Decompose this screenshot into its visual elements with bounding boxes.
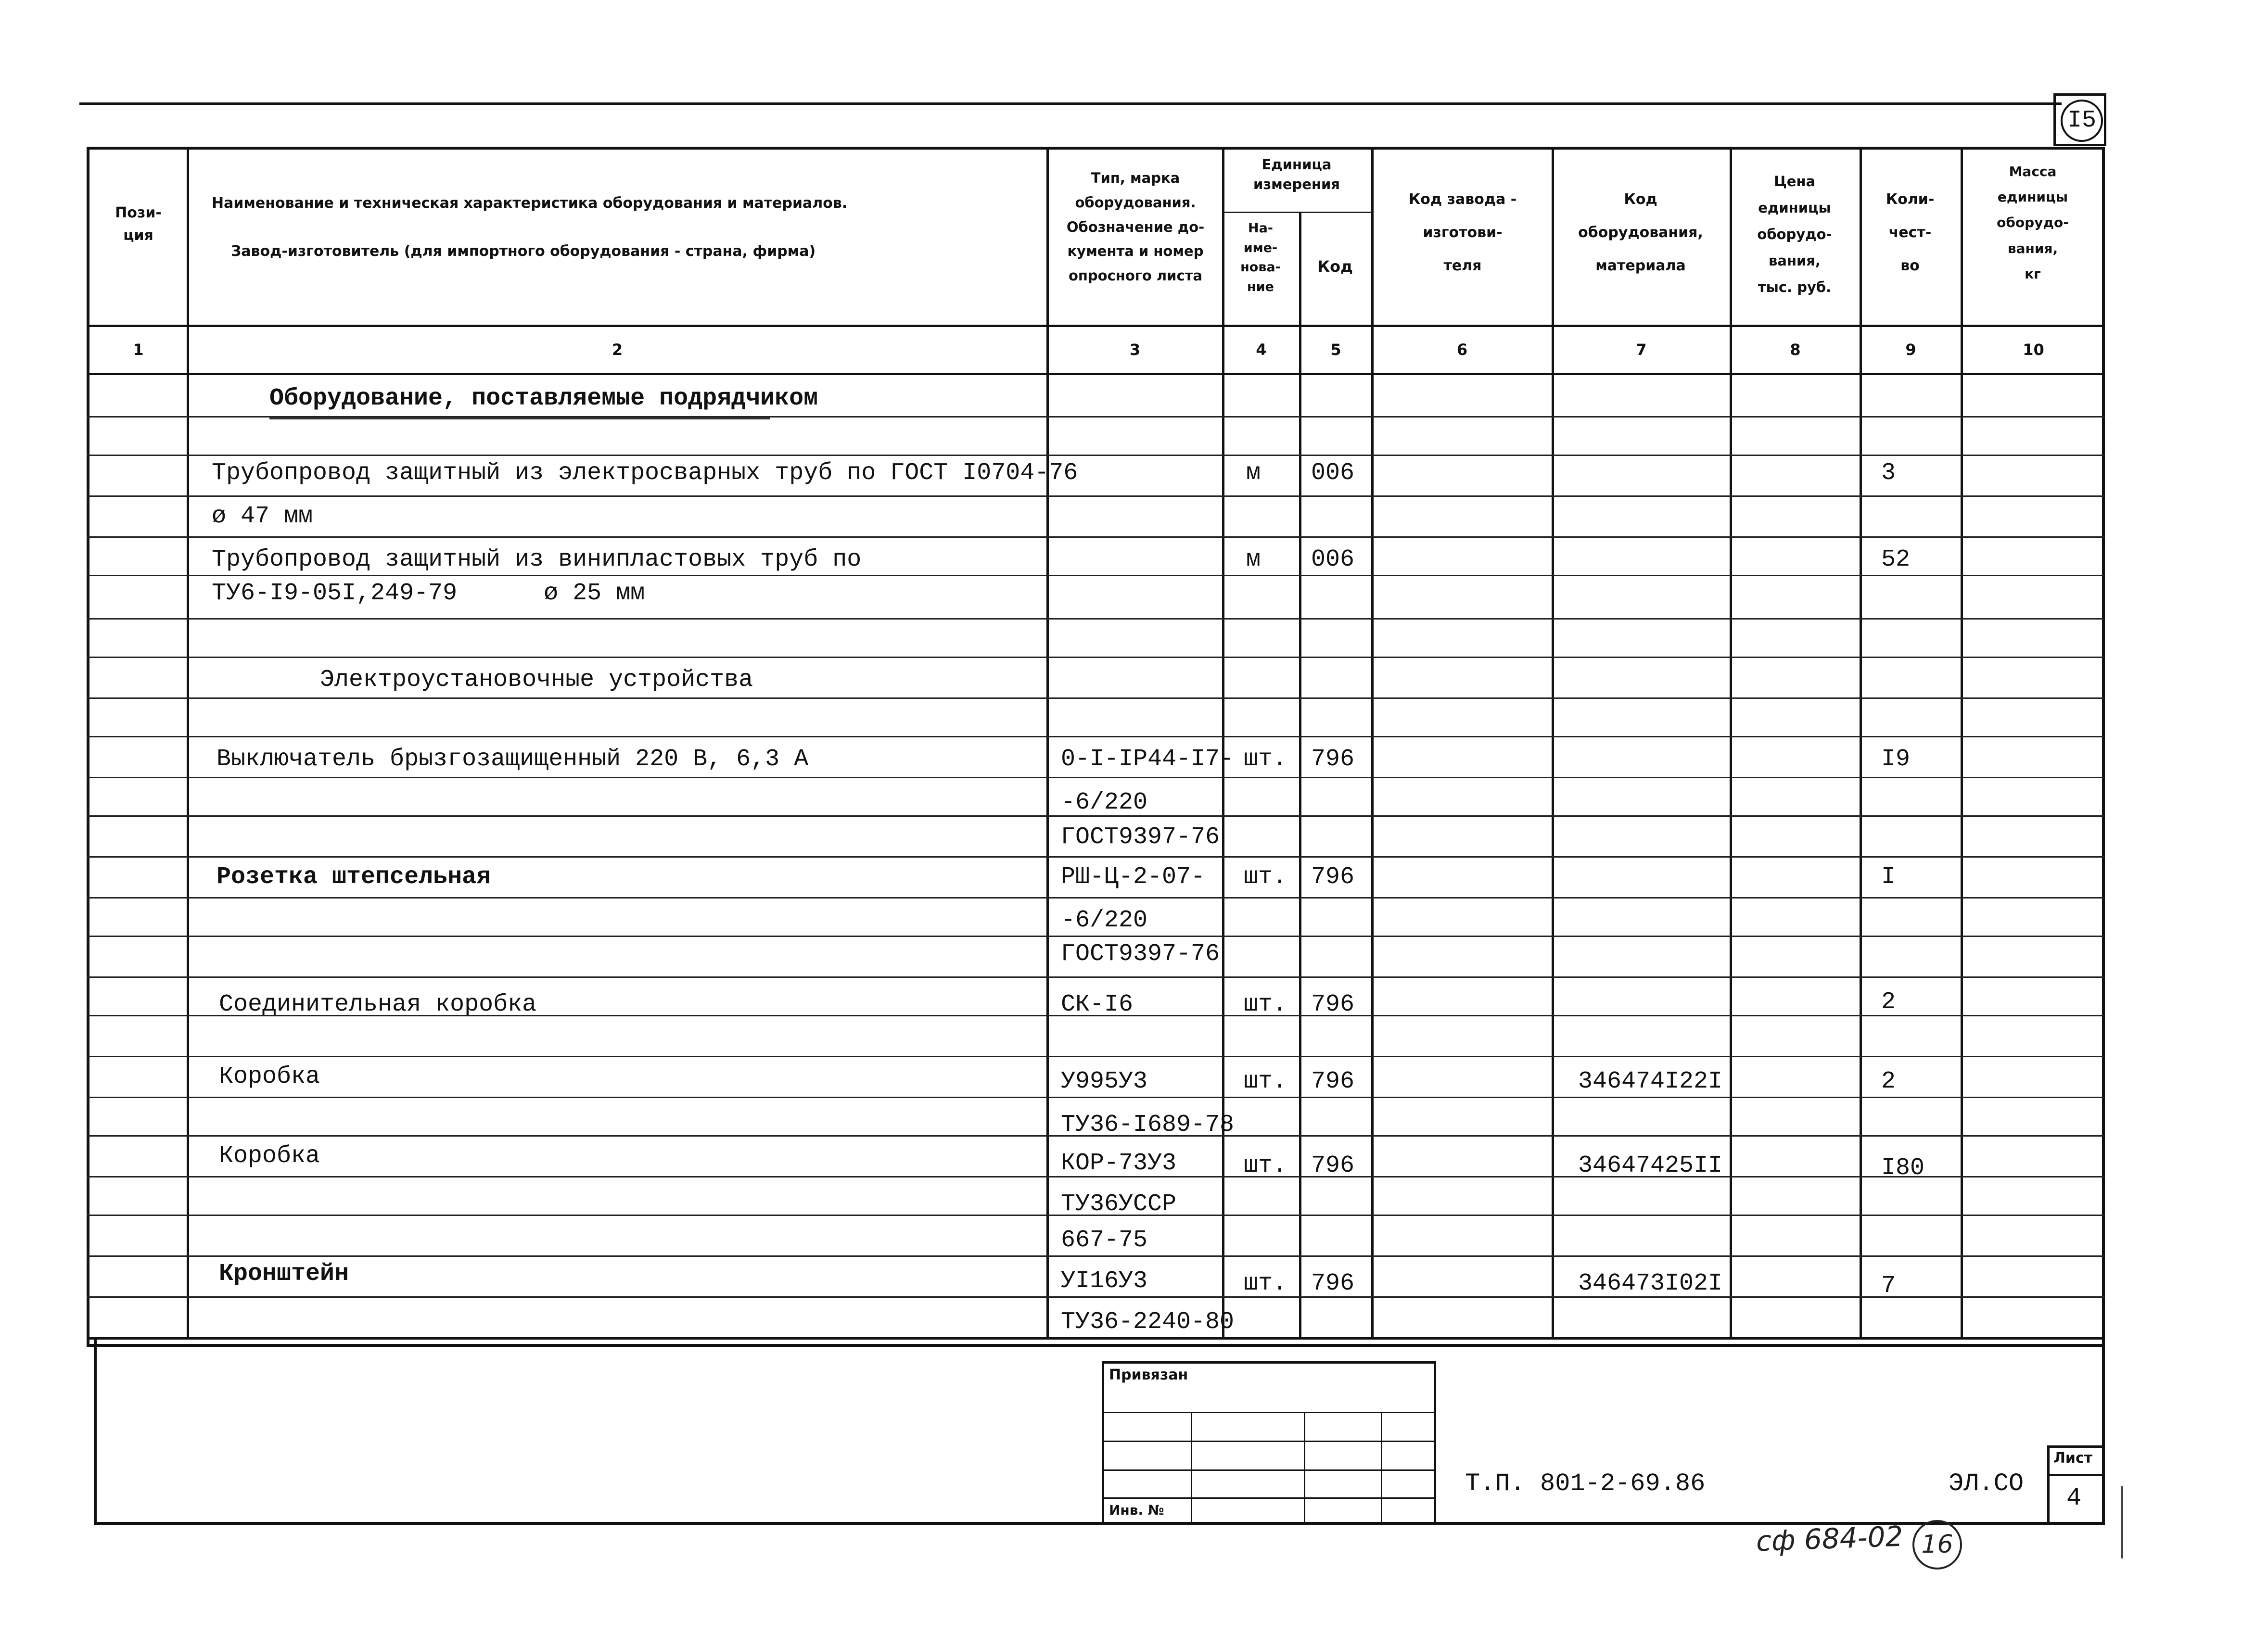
row-name-switch: Выключатель брызгозащищенный 220 В, 6,3 А xyxy=(217,746,809,773)
colnum-4: 4 xyxy=(1256,341,1267,359)
hdr-unit-group: Единица измерения xyxy=(1253,156,1340,192)
section-title-underline xyxy=(269,418,770,419)
row-name-box-2: Коробка xyxy=(219,1142,320,1170)
row-name-pipe-vinyl: Трубопровод защитный из винипластовых труб по xyxy=(212,546,862,573)
col-divider-9 xyxy=(1961,147,1963,1340)
row-type-socket: РШ-Ц-2-07- xyxy=(1061,863,1206,891)
hdr-unit-code: Код xyxy=(1317,257,1353,276)
row-unit-pipe-steel: м xyxy=(1246,459,1261,487)
row-qty-pipe-steel: 3 xyxy=(1881,459,1896,487)
row-unit-pipe-vinyl: м xyxy=(1246,546,1261,573)
hdr-position: Пози- ция xyxy=(115,204,162,244)
row-unitcode-bracket: 796 xyxy=(1311,1270,1355,1297)
row-name-box-1: Коробка xyxy=(219,1063,320,1090)
colnum-bottom-line xyxy=(87,373,2105,375)
row-type-switch-3: ГОСТ9397-76 xyxy=(1061,823,1220,851)
section-title-electrical: Электроустановочные устройства xyxy=(320,666,753,694)
row-type-socket-3: ГОСТ9397-76 xyxy=(1061,940,1220,968)
colnum-1: 1 xyxy=(133,341,144,359)
col-divider-4 xyxy=(1299,212,1301,1340)
row-unit-junction-box: шт. xyxy=(1244,991,1287,1018)
header-bottom-line xyxy=(87,325,2105,327)
row-unit-socket: шт. xyxy=(1244,863,1287,891)
row-type-bracket: УI16У3 xyxy=(1061,1267,1148,1295)
sheet-number-badge xyxy=(2053,93,2106,146)
row-type-box-2-num: 667-75 xyxy=(1061,1227,1148,1254)
row-qty-bracket: 7 xyxy=(1881,1272,1896,1300)
col-divider-8 xyxy=(1860,147,1862,1340)
hdr-factory-code: Код завода - изготови- теля xyxy=(1408,191,1517,274)
row-type-box-1: У995У3 xyxy=(1061,1068,1148,1095)
hdr-name-line1: Наименование и техническая характеристика оборудования и материалов. xyxy=(212,195,848,212)
row-qty-box-1: 2 xyxy=(1881,1068,1896,1095)
row-unitcode-pipe-steel: 006 xyxy=(1311,459,1355,487)
row-qty-box-2: I80 xyxy=(1881,1154,1925,1182)
col-divider-2 xyxy=(1046,147,1049,1340)
row-type-switch-2: -6/220 xyxy=(1061,789,1148,816)
row-type-junction-box: СК-I6 xyxy=(1061,991,1134,1018)
colnum-8: 8 xyxy=(1790,341,1801,359)
row-unitcode-junction-box: 796 xyxy=(1311,991,1355,1018)
col-divider-7 xyxy=(1730,147,1732,1340)
sheet-badge-text: I5 xyxy=(2061,100,2103,142)
row-qty-junction-box: 2 xyxy=(1881,988,1896,1016)
row-type-box-2: КОР-73У3 xyxy=(1061,1150,1177,1177)
binding-stamp xyxy=(1102,1361,1436,1525)
colnum-3: 3 xyxy=(1129,341,1141,359)
hdr-price: Цена единицы оборудо- вания, тыс. руб. xyxy=(1757,173,1832,296)
unit-group-line xyxy=(1222,212,1371,213)
col-divider-6 xyxy=(1552,147,1554,1340)
colnum-9: 9 xyxy=(1905,341,1916,359)
row-unitcode-box-2: 796 xyxy=(1311,1152,1355,1179)
row-equipcode-box-2: 34647425II xyxy=(1578,1152,1723,1179)
col-divider-3 xyxy=(1222,147,1224,1340)
row-type-bracket-tu: ТУ36-2240-80 xyxy=(1061,1308,1235,1336)
row-qty-switch: I9 xyxy=(1881,746,1911,773)
row-name-pipe-steel: Трубопровод защитный из электросварных труб по ГОСТ I0704-76 xyxy=(212,459,1078,487)
row-qty-socket: I xyxy=(1881,863,1896,891)
row-unitcode-pipe-vinyl: 006 xyxy=(1311,546,1355,573)
row-equipcode-bracket: 346473I02I xyxy=(1578,1270,1723,1297)
col-divider-5 xyxy=(1371,147,1374,1340)
section-title-contractor: Оборудование, поставляемые подрядчиком xyxy=(269,385,818,412)
row-name-socket: Розетка штепсельная xyxy=(217,863,491,891)
inv-label: Инв. № xyxy=(1109,1502,1164,1518)
sheet-number: 4 xyxy=(2066,1484,2082,1512)
row-unit-box-2: шт. xyxy=(1244,1152,1287,1179)
colnum-6: 6 xyxy=(1456,341,1468,359)
section-code: ЭЛ.СО xyxy=(1949,1469,2024,1498)
footer-handwritten-note: сф 684-02 xyxy=(1755,1519,1904,1558)
row-unit-box-1: шт. xyxy=(1244,1068,1287,1095)
row-unitcode-switch: 796 xyxy=(1311,746,1355,773)
row-name-pipe-steel-diam: ø 47 мм xyxy=(212,503,313,530)
hdr-unit-name: На- име- нова- ние xyxy=(1240,221,1281,294)
colnum-2: 2 xyxy=(612,341,623,359)
row-unitcode-socket: 796 xyxy=(1311,863,1355,891)
hdr-mass: Масса единицы оборудо- вания, кг xyxy=(1997,164,2069,282)
hdr-type: Тип, марка оборудования. Обозначение до- кумента и номер опросного листа xyxy=(1066,170,1205,284)
colnum-7: 7 xyxy=(1636,341,1647,359)
doc-code: Т.П. 801-2-69.86 xyxy=(1465,1469,1706,1498)
hdr-equip-code: Код оборудования, материала xyxy=(1578,191,1703,274)
sheet-box xyxy=(2047,1445,2105,1525)
row-type-box-2-tu: ТУ36УССР xyxy=(1061,1190,1177,1218)
row-equipcode-box-1: 346474I22I xyxy=(1578,1068,1723,1095)
row-name-bracket: Кронштейн xyxy=(219,1260,349,1288)
row-qty-pipe-vinyl: 52 xyxy=(1881,546,1911,573)
colnum-10: 10 xyxy=(2023,341,2044,359)
footer-badge: 16 xyxy=(1912,1520,1962,1570)
bound-label: Привязан xyxy=(1109,1367,1188,1383)
margin-tick xyxy=(2121,1486,2123,1558)
hdr-name-line2: Завод-изготовитель (для импортного оборудования - страна, фирма) xyxy=(231,243,816,260)
col-divider-1 xyxy=(187,147,189,1340)
colnum-5: 5 xyxy=(1330,341,1341,359)
row-type-socket-2: -6/220 xyxy=(1061,907,1148,934)
row-type-switch: 0-I-IP44-I7- xyxy=(1061,746,1235,773)
row-name-pipe-vinyl-tu: ТУ6-I9-05I,249-79 ø 25 мм xyxy=(212,580,645,607)
row-type-box-1-tu: ТУ36-I689-78 xyxy=(1061,1111,1235,1139)
stamp-frame xyxy=(94,1337,2105,1525)
row-unit-bracket: шт. xyxy=(1244,1270,1287,1297)
sheet-label: Лист xyxy=(2053,1450,2093,1467)
top-rule xyxy=(79,102,2062,105)
row-unitcode-box-1: 796 xyxy=(1311,1068,1355,1095)
row-unit-switch: шт. xyxy=(1244,746,1287,773)
row-name-junction-box: Соединительная коробка xyxy=(219,991,537,1018)
hdr-quantity: Коли- чест- во xyxy=(1886,191,1935,274)
